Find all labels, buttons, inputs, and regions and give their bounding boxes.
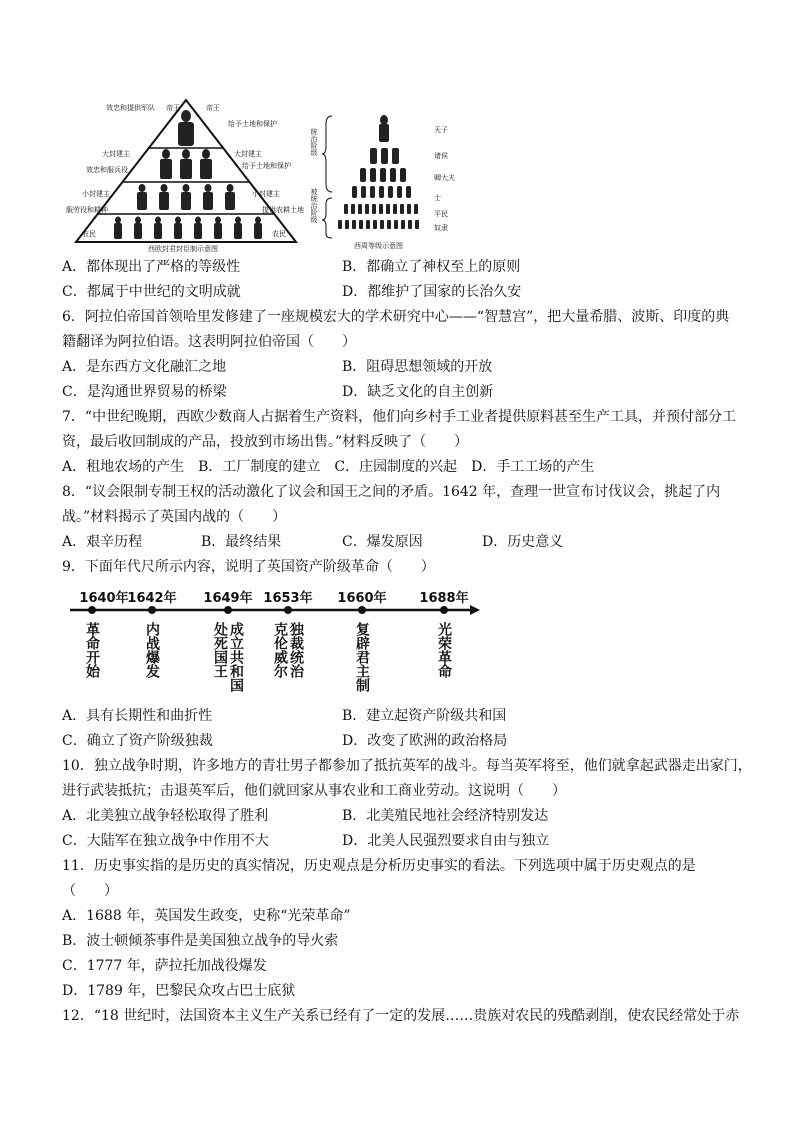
q8-option-c[interactable]: C．爆发原因 — [342, 534, 423, 550]
q7-stem-line2: 资，最后收回制成的产品，投放到市场出售。”材料反映了（ ） — [62, 434, 469, 450]
feudal-right-2: 大封建主 — [234, 150, 262, 158]
zhou-caption: 西周等级示意图 — [354, 242, 403, 250]
timeline-event-2b: 成立共和国 — [228, 622, 244, 692]
feudal-left-0: 效忠和提供军队 — [106, 104, 155, 112]
q9-option-a[interactable]: A．具有长期性和曲折性 — [62, 708, 213, 724]
q10-stem-line1: 10．独立战争时期，许多地方的青壮男子都参加了抵抗英军的战斗。每当英军将至，他们就拿起武器走出家门， — [62, 758, 752, 774]
feudal-hierarchy-figure — [66, 96, 306, 254]
zhou-rank-1: 诸侯 — [434, 152, 448, 160]
zhou-side-top: 统治阶级 — [310, 128, 318, 156]
zhou-rank-5: 奴隶 — [434, 224, 448, 232]
q5-option-a[interactable]: A．都体现出了严格的等级性 — [62, 259, 241, 275]
feudal-top-label: 帝王 — [166, 104, 180, 112]
q11-stem-line1: 11．历史事实指的是历史的真实情况，历史观点是分析历史事实的看法。下列选项中属于历史观点的是 — [62, 858, 696, 874]
q10-option-b[interactable]: B．北美殖民地社会经济特别发达 — [342, 808, 549, 824]
q5-option-c[interactable]: C．都属于中世纪的文明成就 — [62, 284, 241, 300]
q6-option-d[interactable]: D．缺乏文化的自主创新 — [342, 384, 494, 400]
timeline-event-0: 革命开始 — [84, 622, 100, 678]
zhou-rank-4: 平民 — [434, 210, 448, 218]
q6-option-b[interactable]: B．阻碍思想领域的开放 — [342, 359, 493, 375]
feudal-left-2: 效忠和服兵役 — [86, 166, 128, 174]
feudal-left-5: 农民 — [82, 230, 96, 238]
feudal-caption: 西欧封君封臣制示意图 — [148, 245, 218, 253]
q11-option-c[interactable]: C．1777 年，萨拉托加战役爆发 — [62, 958, 267, 974]
zhou-side-bottom: 被统治阶级 — [310, 188, 318, 223]
q8-option-a[interactable]: A．艰辛历程 — [62, 534, 143, 550]
q12-stem-line1: 12．“18 世纪时，法国资本主义生产关系已经有了一定的发展……贵族对农民的残酷剥削，使农民经常处于赤 — [62, 1008, 740, 1024]
q6-option-a[interactable]: A．是东西方文化融汇之地 — [62, 359, 227, 375]
timeline-event-5: 光荣革命 — [436, 622, 452, 678]
q9-option-b[interactable]: B．建立起资产阶级共和国 — [342, 708, 507, 724]
q6-option-c[interactable]: C．是沟通世界贸易的桥梁 — [62, 384, 227, 400]
feudal-left-3: 小封建主 — [82, 190, 110, 198]
q9-option-c[interactable]: C．确立了资产阶级独裁 — [62, 733, 213, 749]
q8-option-b[interactable]: B．最终结果 — [201, 534, 282, 550]
timeline-event-4: 复辟君主制 — [354, 622, 370, 692]
q7-options[interactable]: A．租地农场的产生 B．工厂制度的建立 C．庄园制度的兴起 D．手工工场的产生 — [62, 459, 595, 475]
timeline-year-5: 1688年 — [419, 591, 469, 606]
q7-stem-line1: 7．“中世纪晚期，西欧少数商人占据着生产资料，他们向乡村手工业者提供原料甚至生产工具，并预付部分工 — [62, 409, 737, 425]
zhou-rank-3: 士 — [434, 194, 441, 202]
feudal-left-1: 大封建主 — [102, 150, 130, 158]
q5-option-b[interactable]: B．都确立了神权至上的原则 — [342, 259, 521, 275]
timeline-year-1: 1642年 — [127, 591, 177, 606]
timeline-year-2: 1649年 — [203, 591, 253, 606]
timeline-event-1: 内战爆发 — [144, 622, 160, 678]
feudal-right-4: 小封建主 — [252, 190, 280, 198]
q10-option-c[interactable]: C．大陆军在独立战争中作用不大 — [62, 833, 269, 849]
feudal-right-6: 农民 — [272, 230, 286, 238]
q8-option-d[interactable]: D．历史意义 — [482, 534, 564, 550]
q6-stem-line2: 籍翻译为阿拉伯语。这表明阿拉伯帝国（ ） — [62, 334, 356, 350]
q8-stem-line2: 战。”材料揭示了英国内战的（ ） — [62, 509, 287, 525]
q9-option-d[interactable]: D．改变了欧洲的政治格局 — [342, 733, 508, 749]
timeline-event-2: 处死国王 — [212, 622, 228, 678]
feudal-left-4: 服劳役和耕种 — [66, 206, 108, 214]
q5-option-d[interactable]: D．都维护了国家的长治久安 — [342, 284, 522, 300]
zhou-rank-0: 天子 — [434, 126, 448, 134]
q10-stem-line2: 进行武装抵抗；击退英军后，他们就回家从事农业和工商业劳动。这说明（ ） — [62, 783, 566, 799]
q11-option-b[interactable]: B．波士顿倾茶事件是美国独立战争的导火索 — [62, 933, 339, 949]
timeline-year-4: 1660年 — [337, 591, 387, 606]
timeline-event-3: 克伦威尔 — [272, 622, 288, 678]
feudal-right-5: 提供农耕土地 — [262, 206, 304, 214]
q11-option-d[interactable]: D．1789 年，巴黎民众攻占巴士底狱 — [62, 983, 296, 999]
feudal-right-0: 帝王 — [206, 104, 220, 112]
timeline-event-3b: 独裁统治 — [288, 622, 304, 678]
q9-stem-line1: 9．下面年代尺所示内容，说明了英国资产阶级革命（ ） — [62, 559, 435, 575]
q11-stem-line2: （ ） — [62, 883, 118, 899]
timeline-figure — [66, 584, 486, 696]
feudal-right-1: 给予土地和保护 — [228, 120, 277, 128]
timeline-year-3: 1653年 — [263, 591, 313, 606]
q11-option-a[interactable]: A．1688 年，英国发生政变，史称“光荣革命” — [62, 908, 351, 924]
q6-stem-line1: 6．阿拉伯帝国首领哈里发修建了一座规模宏大的学术研究中心——“智慧宫”，把大量希腊、波斯、印度的典 — [62, 309, 730, 325]
zhou-rank-2: 卿大夫 — [434, 174, 455, 182]
feudal-right-3: 给予土地和保护 — [242, 162, 291, 170]
timeline-year-0: 1640年 — [79, 591, 129, 606]
q8-stem-line1: 8．“议会限制专制王权的活动激化了议会和国王之间的矛盾。1642 年，查理一世宣布讨伐议会，挑起了内 — [62, 484, 721, 500]
q10-option-a[interactable]: A．北美独立战争轻松取得了胜利 — [62, 808, 269, 824]
q10-option-d[interactable]: D．北美人民强烈要求自由与独立 — [342, 833, 550, 849]
zhou-hierarchy-figure — [312, 110, 472, 252]
